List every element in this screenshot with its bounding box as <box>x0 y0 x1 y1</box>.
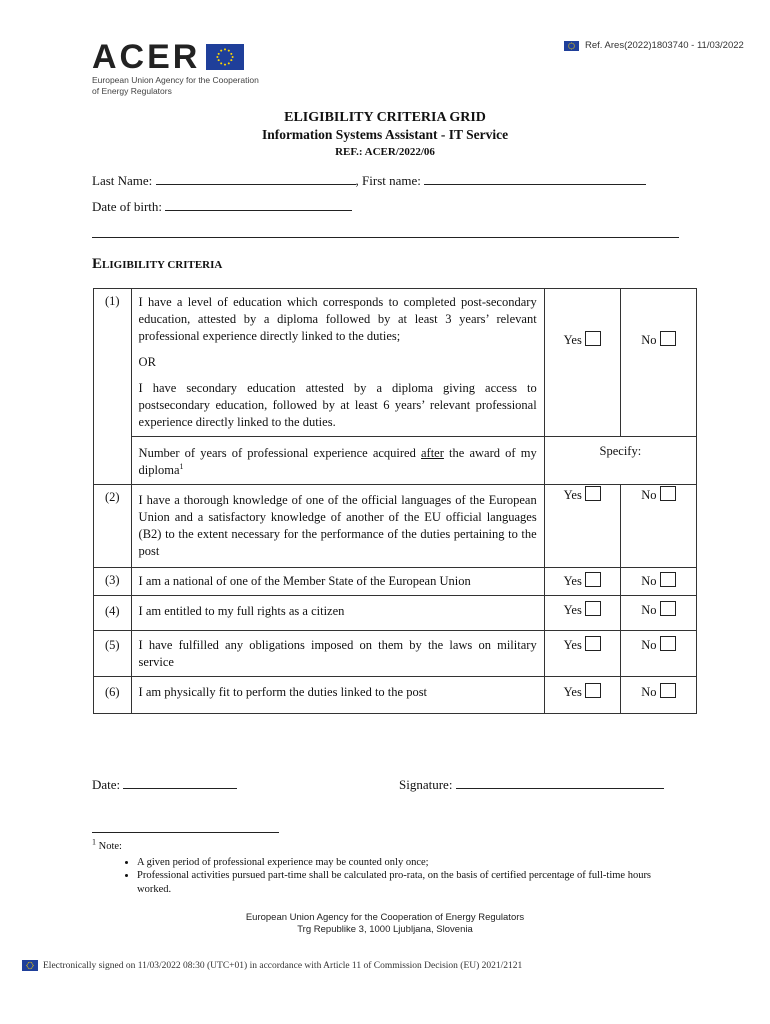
yes-label: Yes <box>563 603 582 617</box>
no-label: No <box>641 488 657 502</box>
signature-label: Signature: <box>399 777 453 792</box>
yes-checkbox[interactable] <box>585 572 601 587</box>
first-name-field[interactable] <box>424 172 646 185</box>
page-footer <box>0 912 770 936</box>
footer-address: Trg Republike 3, 1000 Ljubljana, Slovenia <box>297 924 473 935</box>
criterion-number: (2) <box>94 485 132 568</box>
eu-flag-icon <box>206 44 244 70</box>
footnote-marker: 1 <box>92 837 96 847</box>
eu-flag-icon <box>564 41 579 51</box>
ref-text: Ref. Ares(2022)1803740 - 11/03/2022 <box>585 40 744 51</box>
yes-label: Yes <box>563 685 582 699</box>
electronic-signature-note <box>22 960 522 971</box>
yes-label: Yes <box>563 574 582 588</box>
footnote-divider <box>92 832 279 833</box>
section-heading <box>92 256 222 273</box>
eu-flag-icon <box>22 960 38 971</box>
criterion-row-5 <box>94 631 697 677</box>
yes-checkbox[interactable] <box>585 486 601 501</box>
no-label: No <box>641 603 657 617</box>
criterion-1-or: OR <box>138 355 156 369</box>
signature-field[interactable] <box>456 776 664 789</box>
document-title <box>0 110 770 158</box>
experience-text-a: Number of years of professional experience acquired <box>138 446 421 460</box>
footnotes <box>92 837 682 896</box>
no-label: No <box>641 685 657 699</box>
criterion-text: I am entitled to my full rights as a citizen <box>131 596 544 631</box>
criterion-1-option-b: I have secondary education attested by a diploma giving access to postsecondary education, followed by at least 6 years’ relevant professional experience directly linked to the duties. <box>138 381 537 429</box>
logo-subtitle-line2: of Energy Regulators <box>92 86 172 96</box>
criterion-text <box>131 289 544 437</box>
criterion-number: (6) <box>94 677 132 714</box>
yes-cell <box>544 289 620 437</box>
criterion-text: I have fulfilled any obligations imposed on them by the laws on military service <box>131 631 544 677</box>
name-row <box>92 172 646 189</box>
eligibility-criteria-table <box>93 288 697 714</box>
yes-label: Yes <box>563 333 582 347</box>
no-label: No <box>641 574 657 588</box>
no-checkbox[interactable] <box>660 572 676 587</box>
criterion-number: (1) <box>94 289 132 485</box>
no-cell <box>620 289 696 437</box>
yes-label: Yes <box>563 638 582 652</box>
section-heading-initial: E <box>92 256 103 272</box>
yes-label: Yes <box>563 488 582 502</box>
no-cell <box>620 631 696 677</box>
criterion-row-3 <box>94 568 697 596</box>
criterion-row-4 <box>94 596 697 631</box>
criterion-row-6 <box>94 677 697 714</box>
first-name-label: , First name: <box>355 173 421 188</box>
criterion-row-1-experience <box>94 437 697 485</box>
criterion-1-option-a: I have a level of education which corresponds to completed post-secondary education, attested by a diploma followed by at least 3 years’ relevant professional experience directly linked to the duties; <box>138 295 537 343</box>
no-checkbox[interactable] <box>660 636 676 651</box>
specify-label: Specify: <box>599 444 642 458</box>
footnote-ref: 1 <box>179 461 184 471</box>
yes-cell <box>544 485 620 568</box>
no-label: No <box>641 638 657 652</box>
logo-wordmark: ACER <box>92 38 201 76</box>
footnote-item: • A given period of professional experience may be counted only once; <box>137 856 682 870</box>
criterion-row-1 <box>94 289 697 437</box>
dob-row <box>92 198 352 215</box>
section-heading-rest: LIGIBILITY CRITERIA <box>102 259 223 271</box>
no-cell <box>620 485 696 568</box>
footnote-label: Note: <box>96 841 122 852</box>
footnote-heading <box>92 837 682 854</box>
dob-field[interactable] <box>165 198 352 211</box>
yes-cell <box>544 568 620 596</box>
title-reference: REF.: ACER/2022/06 <box>335 146 435 158</box>
yes-cell <box>544 677 620 714</box>
no-checkbox[interactable] <box>660 683 676 698</box>
no-cell <box>620 677 696 714</box>
esign-text: Electronically signed on 11/03/2022 08:30 (UTC+01) in accordance with Article 11 of Commission Decision (EU) 2021/2121 <box>43 960 523 971</box>
last-name-field[interactable] <box>156 172 356 185</box>
title-main: ELIGIBILITY CRITERIA GRID <box>284 110 486 125</box>
signature-row <box>399 776 664 793</box>
divider <box>92 237 679 238</box>
criterion-number: (4) <box>94 596 132 631</box>
footnote-list <box>92 856 682 897</box>
no-cell <box>620 596 696 631</box>
date-field[interactable] <box>123 776 237 789</box>
criterion-text: I am physically fit to perform the duties linked to the post <box>131 677 544 714</box>
experience-text-after: after <box>421 446 444 460</box>
dob-label: Date of birth: <box>92 199 163 214</box>
acer-logo <box>92 38 272 97</box>
document-reference <box>564 40 744 51</box>
criterion-number: (3) <box>94 568 132 596</box>
yes-checkbox[interactable] <box>585 601 601 616</box>
no-cell <box>620 568 696 596</box>
experience-years-text <box>131 437 544 485</box>
yes-cell <box>544 596 620 631</box>
date-label: Date: <box>92 777 121 792</box>
no-checkbox[interactable] <box>660 601 676 616</box>
specify-field[interactable] <box>544 437 696 485</box>
criterion-text: I am a national of one of the Member State of the European Union <box>131 568 544 596</box>
no-checkbox[interactable] <box>660 486 676 501</box>
experience-text-b: the award of my diploma <box>138 446 537 477</box>
yes-checkbox[interactable] <box>585 331 601 346</box>
footnote-item: • Professional activities pursued part-time shall be calculated pro-rata, on the basis of certified percentage of full-time hours worked. <box>137 869 682 896</box>
no-checkbox[interactable] <box>660 331 676 346</box>
criterion-row-2 <box>94 485 697 568</box>
yes-checkbox[interactable] <box>585 636 601 651</box>
title-position: Information Systems Assistant - IT Service <box>261 127 509 142</box>
date-row <box>92 776 237 793</box>
last-name-label: Last Name: <box>92 173 153 188</box>
logo-subtitle-line1: European Union Agency for the Cooperation <box>92 75 259 85</box>
logo-subtitle <box>92 75 272 97</box>
no-label: No <box>641 333 657 347</box>
criterion-text: I have a thorough knowledge of one of the official languages of the European Union and a satisfactory knowledge of another of the EU official languages (B2) to the extent necessary for the performance of the duties pertaining to the post <box>131 485 544 568</box>
yes-cell <box>544 631 620 677</box>
footer-agency: European Union Agency for the Cooperation of Energy Regulators <box>245 912 525 923</box>
yes-checkbox[interactable] <box>585 683 601 698</box>
criterion-number: (5) <box>94 631 132 677</box>
